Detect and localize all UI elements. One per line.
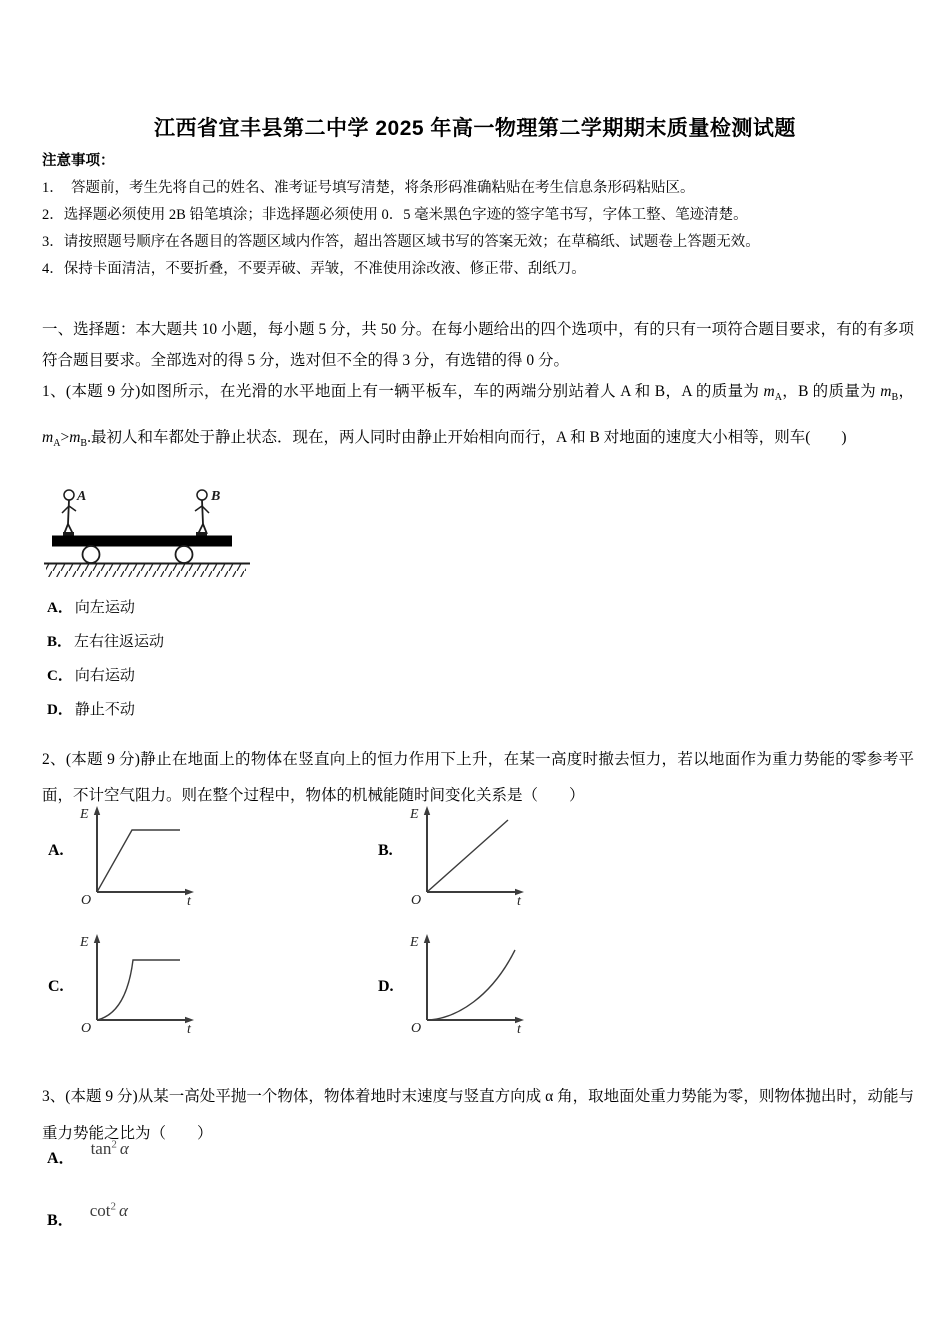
person-b-feet [196, 532, 207, 536]
graph-b-letter: B. [378, 842, 393, 859]
energy-time-graph-d [402, 928, 532, 1036]
q3-option-a [47, 1138, 129, 1175]
ground-hatching [46, 564, 246, 577]
y-axis-label: E [80, 807, 89, 822]
greater-than-sign: > [60, 428, 70, 446]
origin-label: O [81, 1021, 92, 1036]
notice-item: 3．请按照题号顺序在各题目的答题区域内作答，超出答题区域书写的答案无效；在草稿纸、试题卷上答题无效。 [42, 234, 760, 250]
curve-linear-rise [427, 820, 508, 892]
curve-linear-then-flat [97, 830, 180, 892]
option-text: 左右往返运动 [74, 634, 165, 650]
graph-a-letter: A. [48, 842, 64, 859]
notice-item: 2．选择题必须使用 2B 铅笔填涂；非选择题必须使用 0．5 毫米黑色字迹的签字笔书写，字体工整、笔迹清楚。 [42, 207, 748, 223]
q1-stem-text: ， [898, 382, 914, 400]
notices-heading: 注意事项： [42, 153, 115, 169]
x-axis-label: t [187, 894, 191, 908]
option-text: 向右运动 [74, 668, 135, 684]
origin-label: O [411, 1021, 422, 1036]
x-axis-label: t [517, 1022, 521, 1036]
option-letter: D． [47, 702, 73, 718]
graph-d-letter: D. [378, 978, 394, 995]
var-sub-b: B [80, 437, 88, 449]
y-axis-label: E [410, 935, 419, 950]
option-letter: A． [47, 600, 73, 616]
person-b-label: B [211, 489, 221, 504]
var-m: m [763, 382, 775, 400]
var-m: m [69, 428, 81, 446]
formula-argument: α [118, 1201, 128, 1220]
person-b [195, 489, 220, 536]
option-letter: B． [47, 1212, 74, 1229]
formula-exponent: 2 [110, 1200, 116, 1213]
q3-stem: 3、(本题 9 分)从某一高处平抛一个物体，物体着地时末速度与竖直方向成 α 角，取地面处重力势能为零，则物体抛出时，动能与重力势能之比为（ ） [42, 1087, 914, 1142]
x-axis-label: t [187, 1022, 191, 1036]
formula-tan-squared-alpha [91, 1139, 129, 1158]
cart-wheel-right [176, 546, 193, 563]
person-a [62, 489, 86, 536]
y-axis-label: E [410, 807, 419, 822]
var-sub-a: A [53, 437, 61, 449]
q1-stem-text: ，B 的质量为 [781, 382, 881, 400]
notices-section [42, 148, 922, 283]
person-a-feet [63, 532, 74, 536]
person-a-label: A [77, 489, 87, 504]
q1-option-d [47, 698, 135, 719]
var-sub-b: B [891, 391, 899, 403]
var-m: m [42, 428, 54, 446]
origin-label: O [411, 893, 422, 908]
q1-stem-text: .最初人和车都处于静止状态．现在，两人同时由静止开始相向而行，A 和 B 对地面的速度大小相等，则车( ) [87, 428, 847, 446]
var-sub-a: A [774, 391, 782, 403]
q1-stem [42, 372, 914, 464]
q1-stem-text: 1、(本题 9 分)如图所示，在光滑的水平地面上有一辆平板车，车的两端分别站着人 A 和 B，A 的质量为 [42, 382, 764, 400]
page-title: 江西省宜丰县第二中学 2025 年高一物理第二学期期末质量检测试题 [154, 117, 796, 140]
option-text: 向左运动 [74, 600, 135, 616]
curve-concave-rise [427, 950, 515, 1020]
energy-time-graph-c [72, 928, 202, 1036]
option-letter: A． [47, 1150, 75, 1167]
option-letter: B． [47, 634, 73, 650]
energy-time-graph-b [402, 800, 532, 908]
formula-function: tan [90, 1139, 112, 1158]
formula-cot-squared-alpha [90, 1201, 128, 1220]
q1-option-b [47, 630, 164, 651]
section1-intro: 一、选择题：本大题共 10 小题，每小题 5 分，共 50 分。在每小题给出的四个选项中，有的只有一项符合题目要求，有的有多项符合题目要求。全部选对的得 5 分，选对但不全的得 3 分，有选错的得 0 分。 [42, 320, 914, 369]
option-text: 静止不动 [74, 702, 135, 718]
q3-option-b [47, 1200, 128, 1237]
formula-exponent: 2 [111, 1138, 117, 1151]
q2-stem: 2、(本题 9 分)静止在地面上的物体在竖直向上的恒力作用下上升，在某一高度时撤去恒力，若以地面作为重力势能的零参考平面，不计空气阻力。则在整个过程中，物体的机械能随时间变化关系是（ ） [42, 750, 914, 804]
notice-item: 1． 答题前，考生先将自己的姓名、准考证号填写清楚，将条形码准确粘贴在考生信息条形码粘贴区。 [42, 180, 695, 196]
q1-option-a [47, 596, 135, 617]
formula-argument: α [119, 1139, 129, 1158]
notice-item: 4．保持卡面清洁，不要折叠，不要弄破、弄皱，不准使用涂改液、修正带、刮纸刀。 [42, 261, 586, 277]
y-axis-label: E [80, 935, 89, 950]
graph-c-letter: C. [48, 978, 64, 995]
x-axis-label: t [517, 894, 521, 908]
curve-concave-then-flat [97, 960, 180, 1020]
q1-option-c [47, 664, 135, 685]
var-m: m [880, 382, 892, 400]
energy-time-graph-a [72, 800, 202, 908]
formula-function: cot [89, 1201, 111, 1220]
origin-label: O [81, 893, 92, 908]
flatcar-figure [44, 480, 264, 578]
option-letter: C． [47, 668, 73, 684]
cart-wheel-left [83, 546, 100, 563]
cart-plank [52, 536, 232, 547]
